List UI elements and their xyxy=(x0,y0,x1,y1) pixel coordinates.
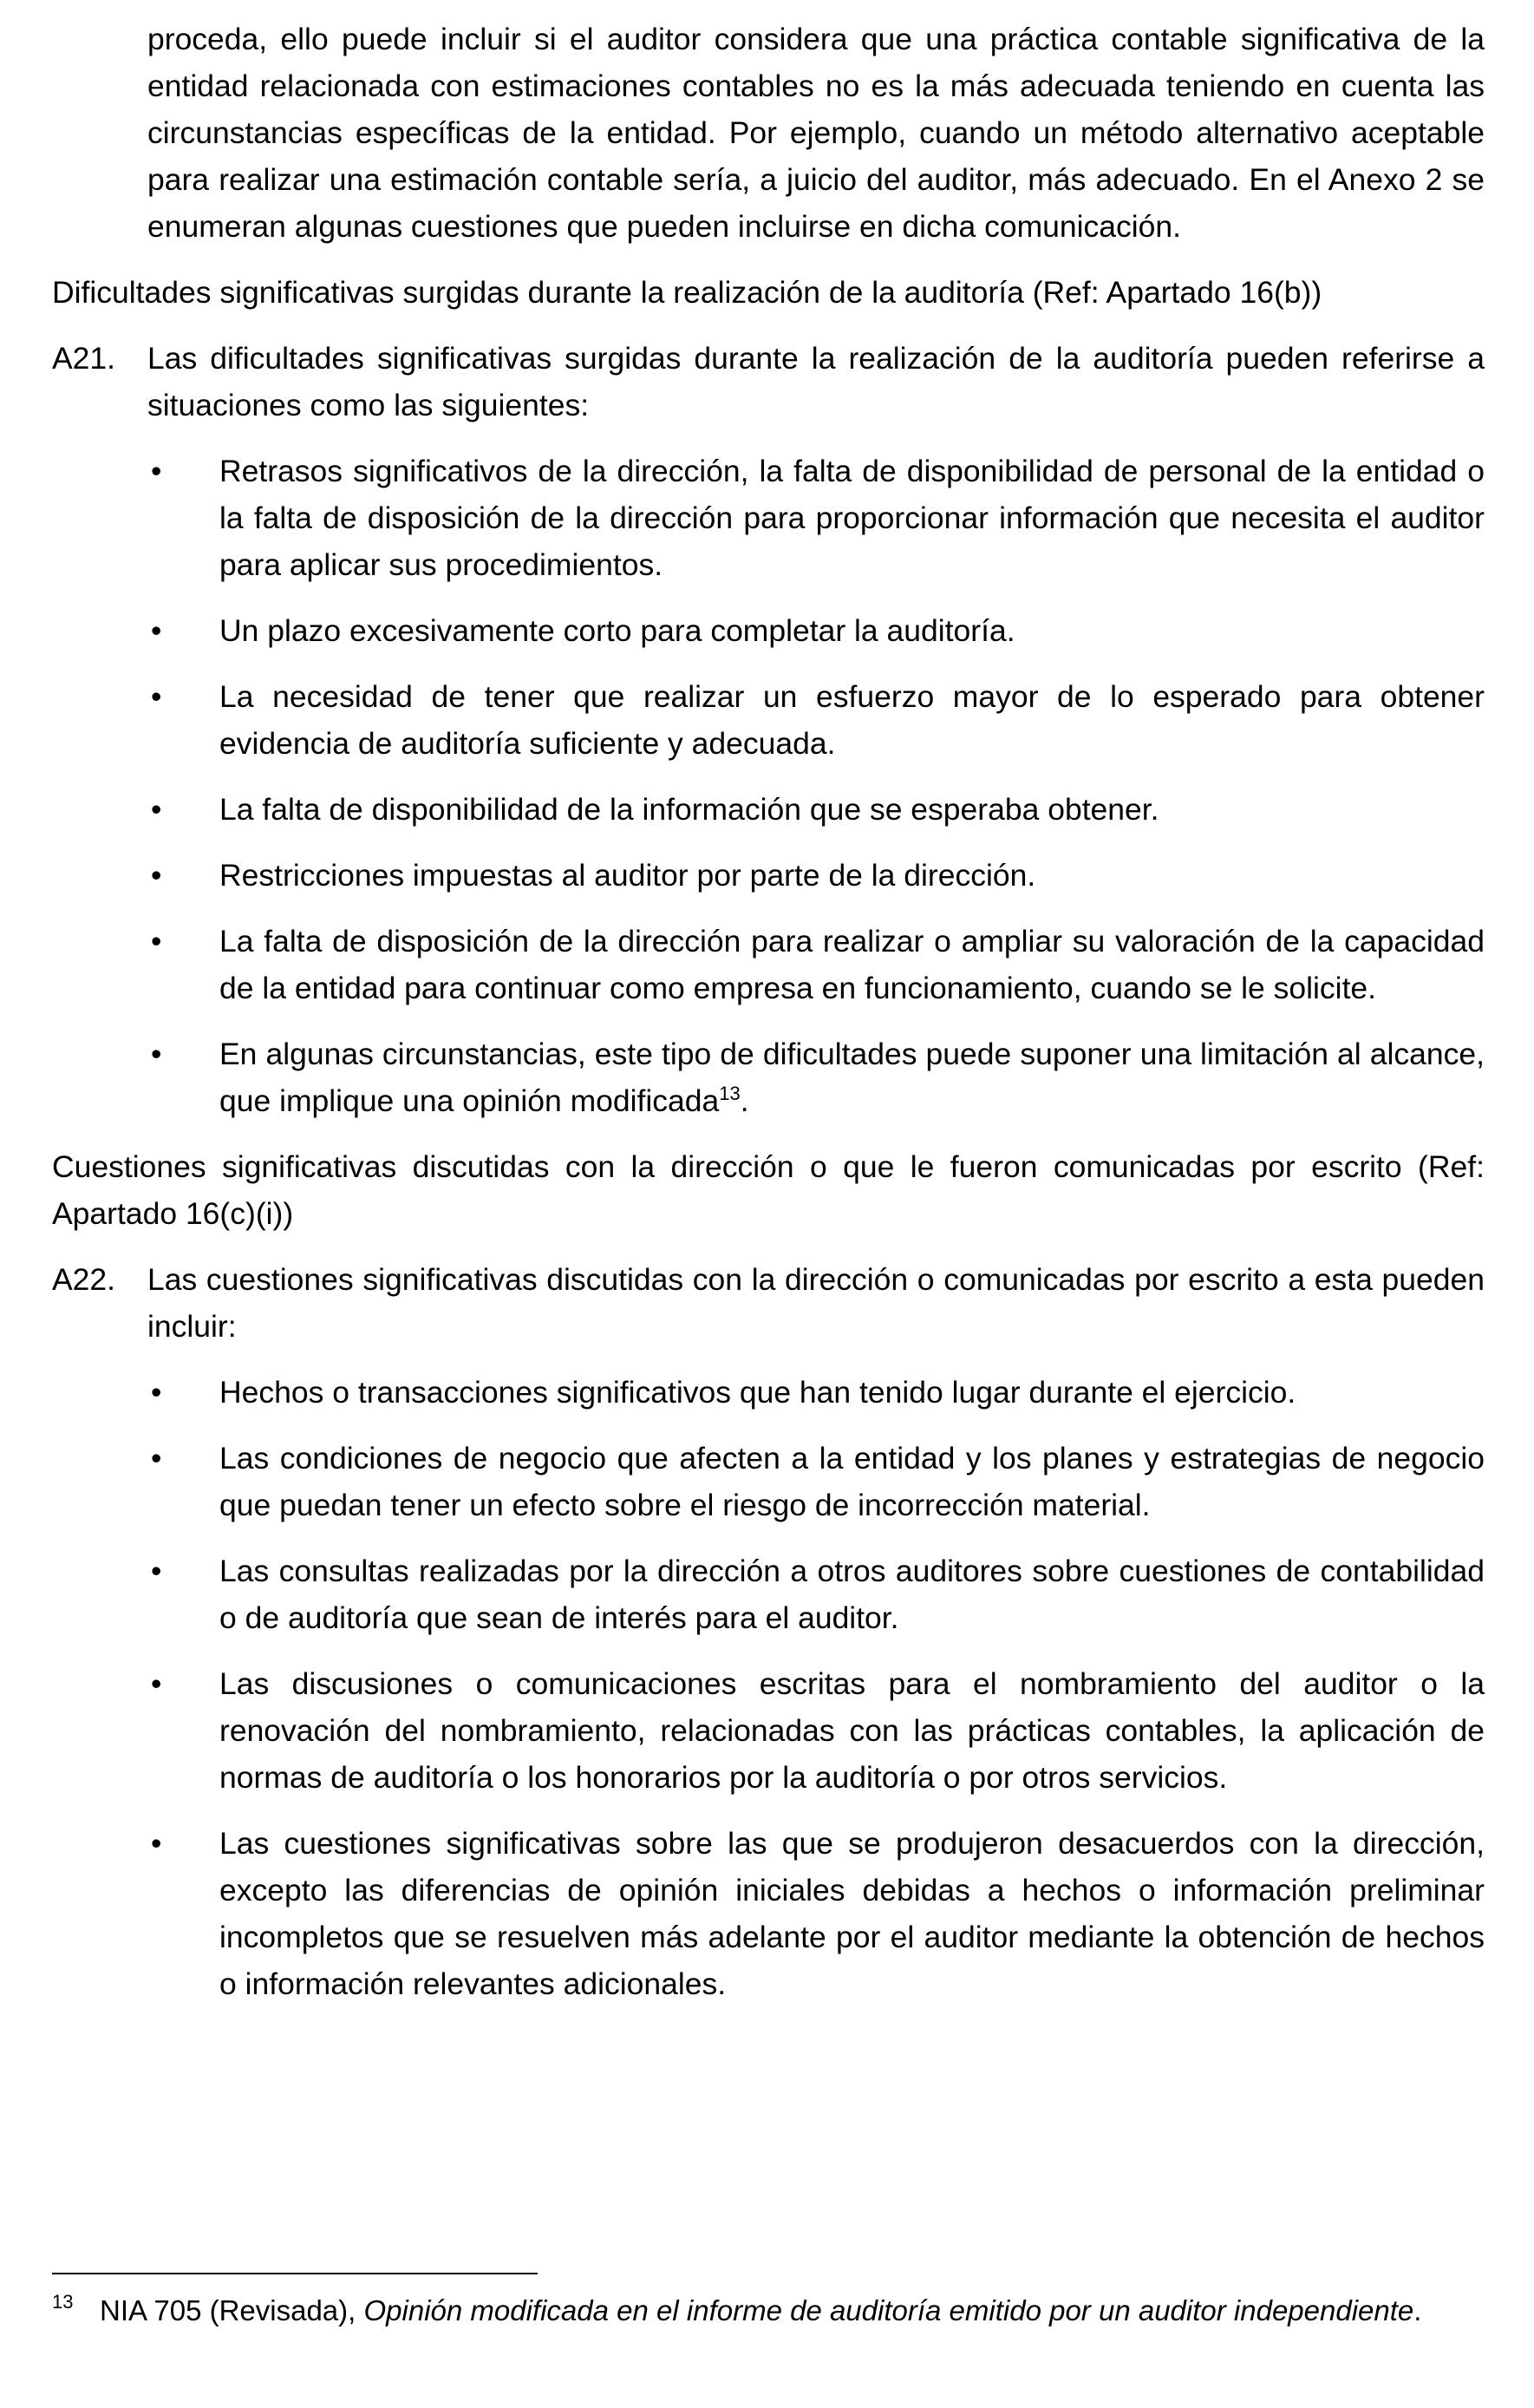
list-item: • La necesidad de tener que realizar un esfuerzo mayor de lo esperado para obtener evidencia de auditoría suficiente y adecuada. xyxy=(52,673,1485,767)
section-heading-cuestiones: Cuestiones significativas discutidas con la dirección o que le fueron comunicadas por escrito (Ref: Apartado 16(c)(i)) xyxy=(52,1149,1485,1231)
list-item: • Las condiciones de negocio que afecten a la entidad y los planes y estrategias de negocio que puedan tener un efecto sobre el riesgo de incorrección material. xyxy=(52,1435,1485,1528)
footnote-divider xyxy=(52,2273,538,2274)
intro-continuation-paragraph: proceda, ello puede incluir si el auditor considera que una práctica contable significativa de la entidad relacionada con estimaciones contables no es la más adecuada teniendo en cuenta las circunstancias específicas de la entidad. Por ejemplo, cuando un método alternativo aceptable para realizar una estimación contable sería, a juicio del auditor, más adecuado. En el Anexo 2 se enumeran algunas cuestiones que pueden incluirse en dicha comunicación. xyxy=(147,22,1485,244)
bullet-list-dificultades xyxy=(52,448,1485,1124)
bullet-list-cuestiones xyxy=(52,1369,1485,2007)
bullet-icon: • xyxy=(151,1826,162,1861)
list-item: • Las consultas realizadas por la dirección a otros auditores sobre cuestiones de contabilidad o de auditoría que sean de interés para el auditor. xyxy=(52,1548,1485,1641)
bullet-icon: • xyxy=(151,679,162,714)
footnote: 13 NIA 705 (Revisada), Opinión modificada en el informe de auditoría emitido por un auditor independiente. xyxy=(52,2290,1485,2332)
bullet-icon: • xyxy=(151,924,162,959)
bullet-icon: • xyxy=(151,1375,162,1410)
paragraph-a22 xyxy=(52,1256,1485,1350)
bullet-icon: • xyxy=(151,858,162,893)
list-item: • En algunas circunstancias, este tipo de dificultades puede suponer una limitación al alcance, que implique una opinión modificada$^{13}$. xyxy=(52,1031,1485,1124)
paragraph-text: Las cuestiones significativas discutidas con la dirección o comunicadas por escrito a esta pueden incluir: xyxy=(147,1262,1485,1344)
bullet-icon: • xyxy=(151,1666,162,1701)
footnote-number: 13 xyxy=(52,2291,74,2313)
list-item: • Un plazo excesivamente corto para completar la auditoría. xyxy=(52,607,1485,654)
section-heading-dificultades: Dificultades significativas surgidas durante la realización de la auditoría (Ref: Apartado 16(b)) xyxy=(52,275,1322,310)
bullet-icon: • xyxy=(151,1441,162,1476)
paragraph-number: A22. xyxy=(52,1262,116,1297)
bullet-icon: • xyxy=(151,613,162,648)
bullet-icon: • xyxy=(151,454,162,488)
paragraph-a21 xyxy=(52,335,1485,429)
paragraph-number: A21. xyxy=(52,341,116,376)
list-item: • Las cuestiones significativas sobre las que se produjeron desacuerdos con la dirección, excepto las diferencias de opinión iniciales debidas a hechos o información preliminar incompletos que se resuelven más adelante por el auditor mediante la obtención de hechos o información relevantes adicionales. xyxy=(52,1820,1485,2007)
document-page xyxy=(52,16,1485,2026)
list-item: • La falta de disponibilidad de la información que se esperaba obtener. xyxy=(52,786,1485,833)
list-item: • Retrasos significativos de la dirección, la falta de disponibilidad de personal de la entidad o la falta de disposición de la dirección para proporcionar información que necesita el auditor para aplicar sus procedimientos. xyxy=(52,448,1485,588)
list-item: • La falta de disposición de la dirección para realizar o ampliar su valoración de la capacidad de la entidad para continuar como empresa en funcionamiento, cuando se le solicite. xyxy=(52,918,1485,1011)
list-item: • Las discusiones o comunicaciones escritas para el nombramiento del auditor o la renovación del nombramiento, relacionadas con las prácticas contables, la aplicación de normas de auditoría o los honorarios por la auditoría o por otros servicios. xyxy=(52,1660,1485,1801)
bullet-icon: • xyxy=(151,1037,162,1071)
footnote-title: Opinión modificada en el informe de auditoría emitido por un auditor independiente xyxy=(363,2294,1414,2326)
list-item: • Restricciones impuestas al auditor por parte de la dirección. xyxy=(52,852,1485,899)
bullet-icon: • xyxy=(151,1554,162,1588)
footnote-prefix: NIA 705 (Revisada), xyxy=(100,2294,364,2326)
paragraph-text: Las dificultades significativas surgidas durante la realización de la auditoría pueden referirse a situaciones como las siguientes: xyxy=(147,341,1485,422)
footnote-reference[interactable]: 13 xyxy=(719,1083,741,1105)
bullet-icon: • xyxy=(151,792,162,827)
list-item: • Hechos o transacciones significativos que han tenido lugar durante el ejercicio. xyxy=(52,1369,1485,1416)
